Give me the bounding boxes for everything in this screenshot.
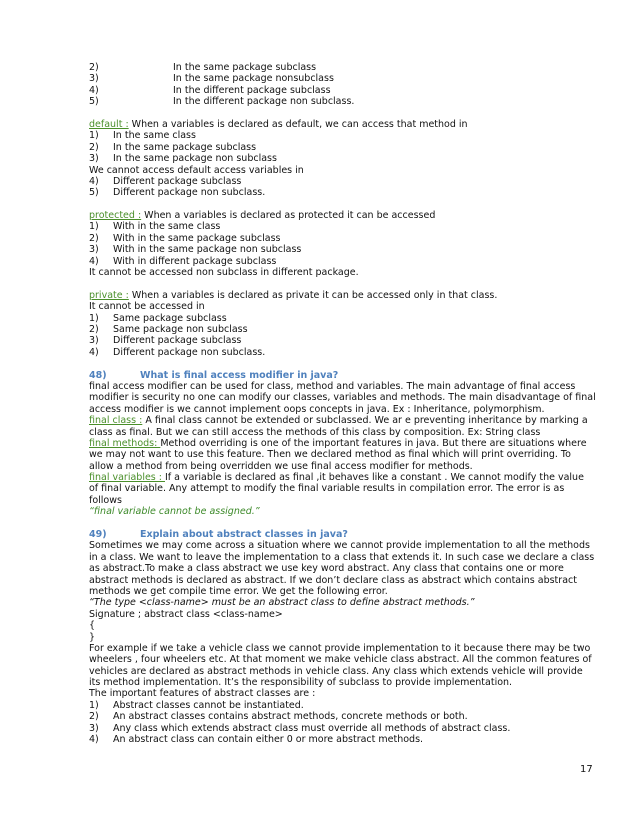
paragraph-line: access modifier is we cannot implement oops concepts in java. Ex : Inheritance, polymorphism. (89, 403, 545, 415)
list-item: 3) Different package subclass (89, 335, 242, 347)
protected-note: It cannot be accessed non subclass in different package. (89, 267, 359, 279)
protected-intro: protected : When a variables is declared as protected it can be accessed (89, 210, 436, 222)
paragraph-line: wheelers , four wheelers etc. At that moment we make vehicle class abstract. All the common features of (89, 654, 592, 666)
paragraph-line: For example if we take a vehicle class we cannot provide implementation to it because there may be two (89, 642, 591, 654)
question-48-heading: 48) What is final access modifier in java? (89, 369, 339, 381)
list-item: 2) In the same package subclass (89, 141, 257, 153)
list-item: 4) With in different package subclass (89, 255, 277, 267)
page-content (89, 62, 594, 745)
list-item: 5) In the different package non subclass. (89, 96, 355, 108)
list-item: 1) In the same class (89, 130, 196, 142)
list-item: 4) In the different package subclass (89, 84, 331, 96)
list-item: 2) In the same package subclass (89, 62, 317, 73)
list-item: 2) An abstract classes contains abstract methods, concrete methods or both. (89, 711, 468, 723)
paragraph-line: Sometimes we may come across a situation where we cannot provide implementation to all the methods (89, 540, 590, 552)
final-class-line: final class : A final class cannot be extended or subclassed. We ar e preventing inheritance by marking a (89, 415, 588, 427)
list-item: 3) Any class which extends abstract class must override all methods of abstract class. (89, 722, 511, 734)
final-methods-keyword: final methods: (89, 437, 161, 449)
paragraph-line: allow a method from being overridden we use final access modifier for methods. (89, 460, 473, 472)
list-item: 2) With in the same package subclass (89, 232, 281, 244)
list-item: 5) Different package non subclass. (89, 187, 266, 199)
page-number: 17 (580, 764, 593, 775)
error-quote: “final variable cannot be assigned.” (89, 506, 260, 518)
protected-keyword: protected : (89, 210, 142, 222)
list-item: 4) Different package non subclass. (89, 346, 266, 358)
list-item: 3) In the same package nonsubclass (89, 73, 334, 85)
final-methods-line: final methods: Method overriding is one of the important features in java. But there are situations where (89, 437, 587, 449)
list-item: 4) Different package subclass (89, 175, 242, 187)
brace-open: { (89, 620, 96, 632)
paragraph-line: class as final. But we can still access the methods of this class by composition. Ex: String class (89, 426, 541, 438)
paragraph-line: we may not want to use this feature. Then we declared method as final which will print overriding. To (89, 449, 571, 461)
list-item: 1) With in the same class (89, 221, 221, 233)
paragraph-line: follows (89, 494, 122, 506)
paragraph-line: of final variable. Any attempt to modify the final variable results in compilation error. The error is as (89, 483, 565, 495)
list-item: 4) An abstract class can contain either 0 or more abstract methods. (89, 734, 424, 746)
list-item: 1) Same package subclass (89, 312, 227, 324)
paragraph-line: final access modifier can be used for class, method and variables. The main advantage of final access (89, 380, 576, 392)
signature-line: Signature ; abstract class <class-name> (89, 608, 283, 620)
paragraph-line: abstract methods is declared as abstract. If we don’t declare class as abstract which contains abstract (89, 574, 577, 586)
paragraph-line: as abstract.To make a class abstract we use key word abstract. Any class that contains one or more (89, 563, 564, 575)
default-note: We cannot access default access variables in (89, 164, 304, 176)
paragraph-line: methods we get compile time error. We get the following error. (89, 585, 388, 597)
paragraph-line: modifier is security no one can modify our classes, variables and methods. The main disadvantage of final (89, 392, 596, 404)
final-class-keyword: final class : (89, 415, 143, 427)
error-quote: “The type <class-name> must be an abstract class to define abstract methods.” (89, 597, 475, 609)
paragraph-line: vehicles are declared as abstract methods in vehicle class. Any class which extends vehicle will provide (89, 665, 583, 677)
default-intro: default : When a variables is declared as default, we can access that method in (89, 118, 468, 130)
paragraph-line: in a class. We want to leave the implementation to a class that extends it. In such case we declare a class (89, 551, 595, 563)
private-keyword: private : (89, 289, 129, 301)
paragraph-line: its method implementation. It’s the responsibility of subclass to provide implementation. (89, 677, 513, 689)
final-variables-keyword: final variables : (89, 472, 165, 484)
default-keyword: default : (89, 118, 129, 130)
list-item: 3) With in the same package non subclass (89, 244, 302, 256)
list-item: 2) Same package non subclass (89, 323, 248, 335)
list-item: 3) In the same package non subclass (89, 153, 277, 165)
list-item: 1) Abstract classes cannot be instantiated. (89, 699, 304, 711)
private-intro: private : When a variables is declared as private it can be accessed only in that class. (89, 289, 498, 301)
final-variables-line: final variables : If a variable is declared as final ,it behaves like a constant . We cannot modify the value (89, 472, 584, 484)
private-note: It cannot be accessed in (89, 301, 205, 313)
paragraph-line: The important features of abstract classes are : (89, 688, 316, 700)
brace-close: } (89, 631, 96, 643)
question-49-heading: 49) Explain about abstract classes in java? (89, 529, 348, 541)
